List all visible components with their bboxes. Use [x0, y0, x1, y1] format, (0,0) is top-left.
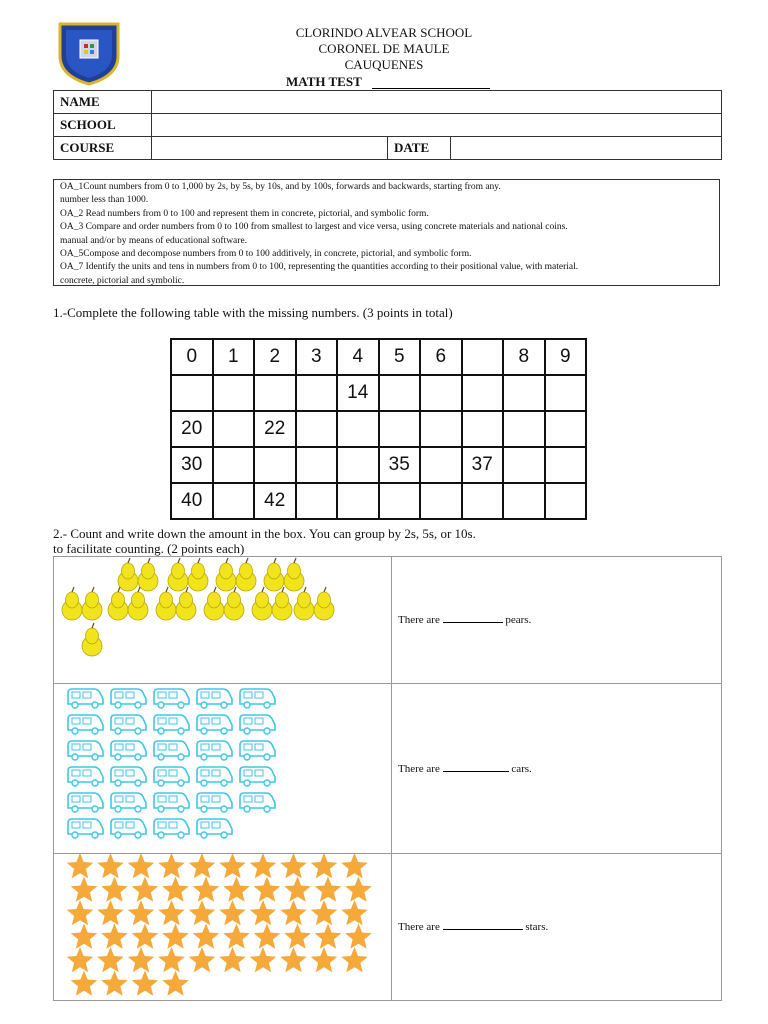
- number-grid-blank-cell[interactable]: [462, 375, 504, 411]
- star-icon: [128, 854, 155, 878]
- number-grid-blank-cell[interactable]: [462, 339, 504, 375]
- pear-icon: [188, 558, 208, 591]
- pear-icon: [216, 558, 236, 591]
- star-icon: [311, 947, 338, 972]
- car-icon: [197, 715, 232, 734]
- star-icon: [97, 854, 124, 878]
- answer-suffix: stars.: [525, 921, 549, 933]
- number-grid: [170, 338, 587, 520]
- number-grid-blank-cell[interactable]: [213, 483, 255, 519]
- star-icon: [162, 877, 189, 902]
- star-icon: [284, 924, 311, 949]
- number-grid-cell: 40: [171, 483, 213, 519]
- number-grid-blank-cell[interactable]: [213, 447, 255, 483]
- objective-line: OA_3 Compare and order numbers from 0 to 100 from smallest to largest and vice versa, using concrete materials and national coins.: [60, 222, 568, 233]
- number-grid-blank-cell[interactable]: [420, 447, 462, 483]
- school-region: CAUQUENES: [344, 57, 424, 72]
- star-icon: [345, 924, 372, 949]
- pears-group: [54, 557, 391, 684]
- star-icon: [193, 877, 220, 902]
- name-label: NAME: [54, 91, 152, 114]
- number-grid-row: [171, 447, 586, 483]
- car-icon: [197, 767, 232, 786]
- star-icon: [345, 877, 372, 902]
- cars-answer-cell: [392, 684, 722, 854]
- number-grid-row: [171, 339, 586, 375]
- star-icon: [67, 947, 94, 972]
- number-grid-blank-cell[interactable]: [420, 411, 462, 447]
- number-grid-blank-cell[interactable]: [296, 411, 338, 447]
- stars-answer-cell: [392, 854, 722, 1001]
- star-icon: [219, 900, 246, 925]
- star-icon: [254, 924, 281, 949]
- pear-icon: [128, 587, 148, 620]
- number-grid-cell: 30: [171, 447, 213, 483]
- star-icon: [101, 924, 128, 949]
- star-icon: [311, 854, 338, 878]
- cars-group: [54, 684, 391, 854]
- number-grid-blank-cell[interactable]: [420, 375, 462, 411]
- pears-answer-blank[interactable]: [443, 622, 503, 623]
- pear-icon: [168, 558, 188, 591]
- number-grid-cell: 1: [213, 339, 255, 375]
- number-grid-cell: 42: [254, 483, 296, 519]
- name-field[interactable]: [152, 91, 722, 114]
- star-icon: [132, 877, 159, 902]
- pear-icon: [204, 587, 224, 620]
- car-icon: [197, 793, 232, 812]
- objective-line: OA_5Compose and decompose numbers from 0 to 100 additively, in concrete, pictorial, and symbolic form.: [60, 249, 472, 260]
- star-icon: [341, 947, 368, 972]
- number-grid-blank-cell[interactable]: [337, 483, 379, 519]
- answer-suffix: cars.: [511, 762, 532, 775]
- stars-picture-cell: [54, 854, 392, 1001]
- pear-icon: [82, 587, 102, 620]
- pear-icon: [82, 623, 102, 656]
- star-icon: [158, 900, 185, 925]
- star-icon: [223, 877, 250, 902]
- number-grid-cell: 20: [171, 411, 213, 447]
- star-icon: [128, 947, 155, 972]
- objective-line: OA_2 Read numbers from 0 to 100 and represent them in concrete, pictorial, and symbolic form.: [60, 208, 429, 219]
- car-icon: [154, 793, 189, 812]
- cars-picture-cell: [54, 684, 392, 854]
- answer-prefix: There are: [398, 921, 440, 933]
- stars-group: [54, 854, 391, 1001]
- car-icon: [197, 819, 232, 838]
- star-icon: [223, 924, 250, 949]
- number-grid-blank-cell[interactable]: [545, 411, 587, 447]
- star-icon: [158, 947, 185, 972]
- number-grid-blank-cell[interactable]: [254, 375, 296, 411]
- star-icon: [254, 877, 281, 902]
- car-icon: [154, 689, 189, 708]
- star-icon: [315, 877, 342, 902]
- counting-table: [53, 556, 722, 1001]
- star-icon: [71, 877, 98, 902]
- number-grid-blank-cell[interactable]: [379, 411, 421, 447]
- car-icon: [111, 793, 146, 812]
- objective-line: manual and/or by means of educational software.: [60, 235, 248, 246]
- number-grid-blank-cell[interactable]: [296, 375, 338, 411]
- number-grid-blank-cell[interactable]: [545, 375, 587, 411]
- star-icon: [311, 900, 338, 925]
- star-icon: [67, 900, 94, 925]
- test-title: MATH TEST: [286, 74, 362, 89]
- number-grid-cell: 9: [545, 339, 587, 375]
- car-icon: [240, 793, 275, 812]
- star-icon: [162, 971, 189, 996]
- number-grid-row: [171, 411, 586, 447]
- answer-suffix: pears.: [505, 614, 532, 626]
- number-grid-cell: 0: [171, 339, 213, 375]
- star-icon: [128, 900, 155, 925]
- number-grid-cell: 6: [420, 339, 462, 375]
- number-grid-cell: 3: [296, 339, 338, 375]
- car-icon: [154, 715, 189, 734]
- car-icon: [111, 767, 146, 786]
- star-icon: [189, 854, 216, 878]
- number-grid-blank-cell[interactable]: [379, 483, 421, 519]
- question-1-text: 1.-Complete the following table with the missing numbers. (3 points in total): [53, 305, 453, 320]
- number-grid-cell: 35: [379, 447, 421, 483]
- number-grid-cell: 5: [379, 339, 421, 375]
- pear-icon: [156, 587, 176, 620]
- car-icon: [154, 741, 189, 760]
- star-icon: [341, 900, 368, 925]
- car-icon: [111, 689, 146, 708]
- number-grid-blank-cell[interactable]: [503, 411, 545, 447]
- pear-icon: [118, 558, 138, 591]
- star-icon: [219, 854, 246, 878]
- number-grid-cell: 37: [462, 447, 504, 483]
- number-grid-blank-cell[interactable]: [337, 411, 379, 447]
- answer-prefix: There are: [398, 614, 440, 626]
- number-grid-blank-cell[interactable]: [503, 483, 545, 519]
- star-icon: [280, 854, 307, 878]
- number-grid-blank-cell[interactable]: [379, 375, 421, 411]
- pear-icon: [62, 587, 82, 620]
- star-icon: [162, 924, 189, 949]
- star-icon: [101, 971, 128, 996]
- objective-line: concrete, pictorial and symbolic.: [60, 275, 185, 286]
- car-icon: [240, 767, 275, 786]
- star-icon: [101, 877, 128, 902]
- question-2-text-cont: to facilitate counting. (2 points each): [53, 541, 245, 556]
- star-icon: [219, 947, 246, 972]
- pear-icon: [236, 558, 256, 591]
- objectives-box: [53, 179, 720, 286]
- school-field[interactable]: [152, 114, 722, 137]
- car-icon: [111, 715, 146, 734]
- car-icon: [68, 715, 103, 734]
- star-icon: [97, 900, 124, 925]
- number-grid-blank-cell[interactable]: [462, 483, 504, 519]
- number-grid-blank-cell[interactable]: [420, 483, 462, 519]
- number-grid-cell: 4: [337, 339, 379, 375]
- answer-prefix: There are: [398, 762, 440, 775]
- pear-icon: [294, 587, 314, 620]
- cars-answer-blank[interactable]: [443, 771, 509, 772]
- school-city: CORONEL DE MAULE: [318, 41, 450, 56]
- star-icon: [158, 854, 185, 878]
- number-grid-cell: 14: [337, 375, 379, 411]
- number-grid-blank-cell[interactable]: [545, 447, 587, 483]
- number-grid-cell: 22: [254, 411, 296, 447]
- pear-icon: [264, 558, 284, 591]
- car-icon: [111, 819, 146, 838]
- number-grid-blank-cell[interactable]: [503, 447, 545, 483]
- student-info-table: [53, 90, 722, 160]
- star-icon: [71, 924, 98, 949]
- star-icon: [189, 947, 216, 972]
- school-name: CLORINDO ALVEAR SCHOOL: [295, 25, 473, 40]
- car-icon: [68, 741, 103, 760]
- pear-icon: [176, 587, 196, 620]
- number-grid-cell: 2: [254, 339, 296, 375]
- star-icon: [67, 854, 94, 878]
- star-icon: [250, 900, 277, 925]
- title-underline: [372, 88, 490, 89]
- star-icon: [280, 947, 307, 972]
- car-icon: [68, 767, 103, 786]
- date-field[interactable]: [451, 137, 722, 160]
- stars-answer-blank[interactable]: [443, 929, 523, 930]
- star-icon: [315, 924, 342, 949]
- star-icon: [250, 947, 277, 972]
- number-grid-blank-cell[interactable]: [545, 483, 587, 519]
- number-grid-blank-cell[interactable]: [213, 375, 255, 411]
- date-label: DATE: [388, 137, 451, 160]
- pear-icon: [224, 587, 244, 620]
- objective-line: OA_1Count numbers from 0 to 1,000 by 2s, by 5s, by 10s, and by 100s, forwards and backwards, starting from any.: [60, 182, 501, 192]
- car-icon: [154, 819, 189, 838]
- number-grid-blank-cell[interactable]: [503, 375, 545, 411]
- car-icon: [197, 689, 232, 708]
- number-grid-row: [171, 375, 586, 411]
- car-icon: [68, 689, 103, 708]
- star-icon: [132, 971, 159, 996]
- objective-line: number less than 1000.: [60, 195, 149, 206]
- star-icon: [341, 854, 368, 878]
- number-grid-blank-cell[interactable]: [337, 447, 379, 483]
- star-icon: [132, 924, 159, 949]
- course-label: COURSE: [54, 137, 152, 160]
- star-icon: [71, 971, 98, 996]
- question-2-text: 2.- Count and write down the amount in the box. You can group by 2s, 5s, or 10s.: [53, 526, 476, 541]
- star-icon: [284, 877, 311, 902]
- pear-icon: [252, 587, 272, 620]
- car-icon: [240, 741, 275, 760]
- pears-answer-cell: [392, 557, 722, 684]
- star-icon: [250, 854, 277, 878]
- pear-icon: [108, 587, 128, 620]
- pear-icon: [314, 587, 334, 620]
- car-icon: [154, 767, 189, 786]
- car-icon: [68, 819, 103, 838]
- number-grid-blank-cell[interactable]: [296, 483, 338, 519]
- objective-line: OA_7 Identify the units and tens in numbers from 0 to 100, representing the quantities according to their positional value, with material.: [60, 262, 579, 273]
- school-label: SCHOOL: [54, 114, 152, 137]
- star-icon: [193, 924, 220, 949]
- number-grid-blank-cell[interactable]: [296, 447, 338, 483]
- course-field[interactable]: [152, 137, 388, 160]
- number-grid-blank-cell[interactable]: [171, 375, 213, 411]
- star-icon: [189, 900, 216, 925]
- pear-icon: [284, 558, 304, 591]
- number-grid-row: [171, 483, 586, 519]
- number-grid-cell: 8: [503, 339, 545, 375]
- car-icon: [111, 741, 146, 760]
- number-grid-blank-cell[interactable]: [213, 411, 255, 447]
- pear-icon: [272, 587, 292, 620]
- number-grid-blank-cell[interactable]: [462, 411, 504, 447]
- number-grid-blank-cell[interactable]: [254, 447, 296, 483]
- pears-picture-cell: [54, 557, 392, 684]
- car-icon: [240, 715, 275, 734]
- star-icon: [280, 900, 307, 925]
- car-icon: [197, 741, 232, 760]
- car-icon: [68, 793, 103, 812]
- car-icon: [240, 689, 275, 708]
- pear-icon: [138, 558, 158, 591]
- star-icon: [97, 947, 124, 972]
